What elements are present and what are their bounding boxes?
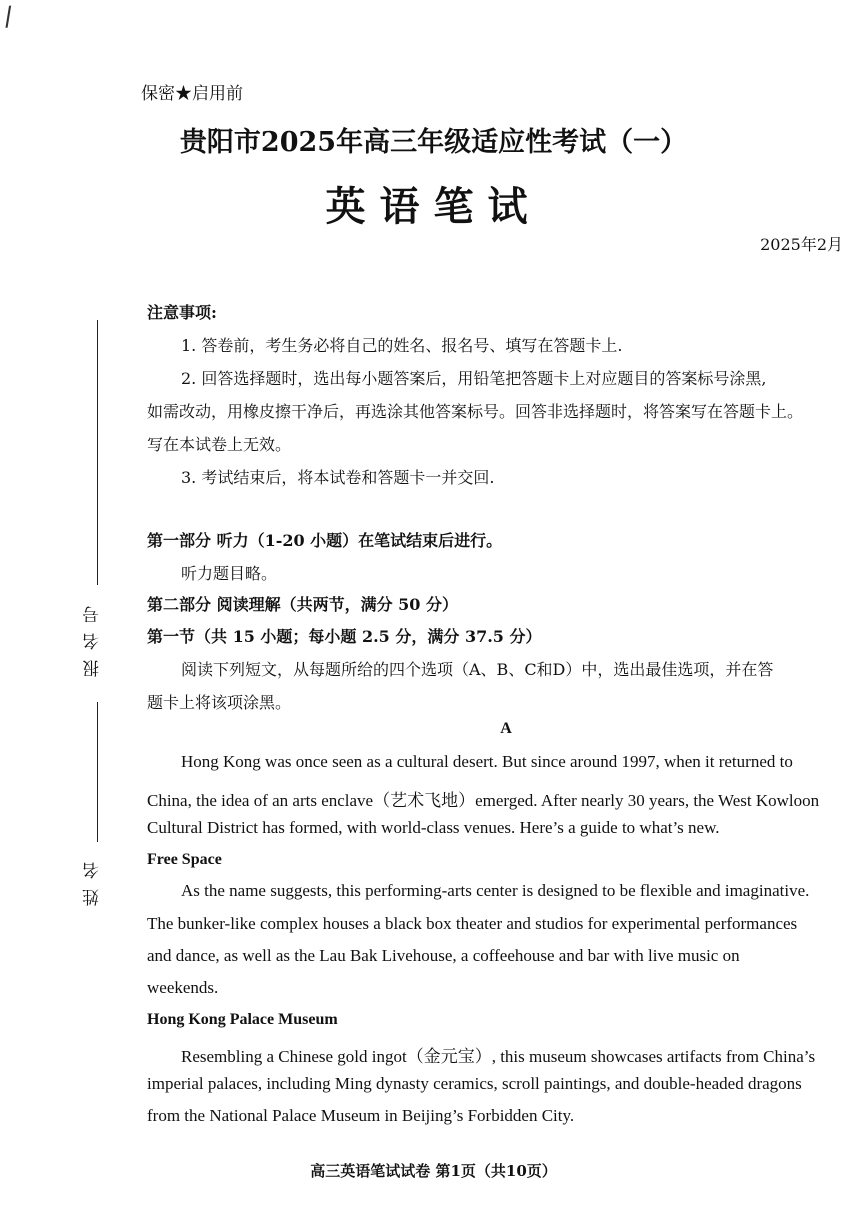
student-name-label: 姓名 <box>83 852 103 906</box>
confidential-label: 保密★启用前 <box>141 84 243 104</box>
passage-line: from the National Palace Museum in Beijing’s Forbidden City. <box>147 1106 575 1125</box>
note-item: 2. 回答选择题时，选出每小题答案后，用铅笔把答题卡上对应题目的答案标号涂黑, <box>181 369 767 388</box>
passage-line: weekends. <box>147 978 219 997</box>
corner-mark: / <box>1 1 15 33</box>
exam-subtitle: 英语笔试 <box>325 183 542 230</box>
note-item: 3. 考试结束后，将本试卷和答题卡一并交回. <box>181 468 495 487</box>
passage-label: A <box>500 720 512 737</box>
exam-date: 2025年2月 <box>760 235 843 254</box>
instruction-line: 题卡上将该项涂黑。 <box>147 693 292 712</box>
registration-number-label: 报名号 <box>83 596 103 677</box>
instruction-line: 阅读下列短文，从每题所给的四个选项（A、B、C和D）中，选出最佳选项，并在答 <box>181 660 774 679</box>
passage-line: imperial palaces, including Ming dynasty ceramics, scroll paintings, and double-headed dragons <box>147 1074 802 1093</box>
part1-note: 听力题目略。 <box>181 564 278 583</box>
passage-line: Cultural District has formed, with world-class venues. Here’s a guide to what’s new. <box>147 818 720 837</box>
passage-line: China, the idea of an arts enclave（艺术飞地）emerged. After nearly 30 years, the West Kowloon <box>147 791 820 810</box>
passage-line: The bunker-like complex houses a black box theater and studios for experimental performances <box>147 914 798 933</box>
part1-heading: 第一部分 听力（1-20 小题）在笔试结束后进行。 <box>147 531 503 550</box>
note-item: 如需改动，用橡皮擦干净后，再选涂其他答案标号。回答非选择题时，将答案写在答题卡上。 <box>147 402 804 421</box>
passage-line: As the name suggests, this performing-arts center is designed to be flexible and imaginative. <box>181 881 810 900</box>
page-footer: 高三英语笔试试卷 第1页（共10页） <box>310 1162 557 1180</box>
museum-heading: Hong Kong Palace Museum <box>147 1011 338 1028</box>
part2-heading: 第二部分 阅读理解（共两节，满分 50 分） <box>147 595 458 614</box>
passage-line: Resembling a Chinese gold ingot（金元宝）, this museum showcases artifacts from China’s <box>181 1047 816 1066</box>
section1-heading: 第一节（共 15 小题；每小题 2.5 分，满分 37.5 分） <box>147 627 542 646</box>
passage-line: Hong Kong was once seen as a cultural desert. But since around 1997, when it returned to <box>181 752 793 771</box>
passage-line: and dance, as well as the Lau Bak Livehouse, a coffeehouse and bar with live music on <box>147 946 740 965</box>
note-item: 1. 答卷前，考生务必将自己的姓名、报名号、填写在答题卡上. <box>181 336 623 355</box>
free-space-heading: Free Space <box>147 851 222 868</box>
note-item: 写在本试卷上无效。 <box>147 435 292 454</box>
exam-title: 贵阳市2025年高三年级适应性考试（一） <box>179 127 688 158</box>
notes-heading: 注意事项: <box>147 303 217 322</box>
binding-line-top <box>97 320 98 585</box>
